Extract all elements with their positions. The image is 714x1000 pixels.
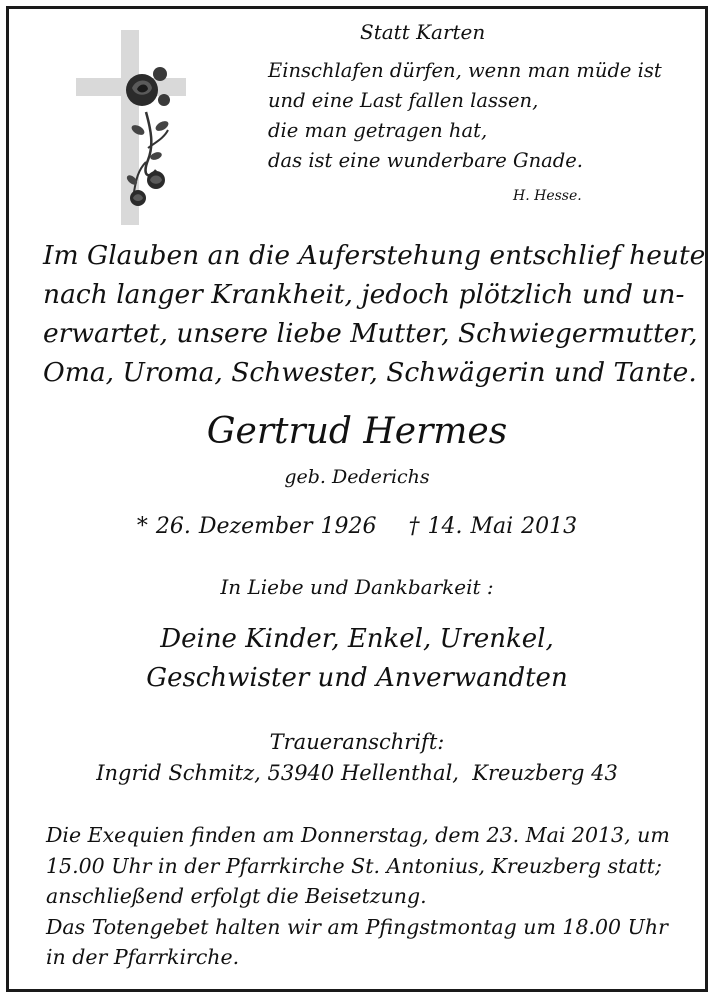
service-line: Das Totengebet halten wir am Pfingstmontag um 18.00 Uhr <box>46 914 668 939</box>
statt-karten-heading: Statt Karten <box>360 20 486 44</box>
announcement-text <box>43 236 705 392</box>
mourners-line: Deine Kinder, Enkel, Urenkel, <box>160 624 554 654</box>
service-details <box>46 820 670 973</box>
announcement-line: nach langer Krankheit, jedoch plötzlich und un- <box>43 279 685 310</box>
mourners-list <box>0 620 714 698</box>
life-dates: * 26. Dezember 1926 † 14. Mai 2013 <box>136 514 578 539</box>
poem-line: Einschlafen dürfen, wenn man müde ist <box>268 59 662 82</box>
address-label: Traueranschrift: <box>269 730 445 754</box>
poem-line: die man getragen hat, <box>268 119 488 142</box>
announcement-line: Oma, Uroma, Schwester, Schwägerin und Tante. <box>43 357 697 388</box>
poem <box>268 56 662 176</box>
announcement-line: erwartet, unsere liebe Mutter, Schwiegermutter, <box>43 318 698 349</box>
mourners-intro: In Liebe und Dankbarkeit : <box>220 575 494 599</box>
announcement-line: Im Glauben an die Auferstehung entschlief heute <box>43 240 706 271</box>
poem-line: das ist eine wunderbare Gnade. <box>268 149 583 172</box>
address-value: Ingrid Schmitz, 53940 Hellenthal, Kreuzberg 43 <box>96 761 618 785</box>
service-line: 15.00 Uhr in der Pfarrkirche St. Antonius, Kreuzberg statt; <box>46 853 662 878</box>
mourners-line: Geschwister und Anverwandten <box>146 663 568 693</box>
poem-author: H. Hesse. <box>513 188 582 204</box>
cross-with-roses-icon <box>76 30 186 225</box>
service-line: anschließend erfolgt die Beisetzung. <box>46 884 427 908</box>
deceased-name: Gertrud Hermes <box>206 411 508 452</box>
service-line: Die Exequien finden am Donnerstag, dem 23. Mai 2013, um <box>46 823 670 847</box>
service-line: in der Pfarrkirche. <box>46 945 240 969</box>
poem-line: und eine Last fallen lassen, <box>268 89 539 112</box>
birth-name: geb. Dederichs <box>284 466 430 488</box>
